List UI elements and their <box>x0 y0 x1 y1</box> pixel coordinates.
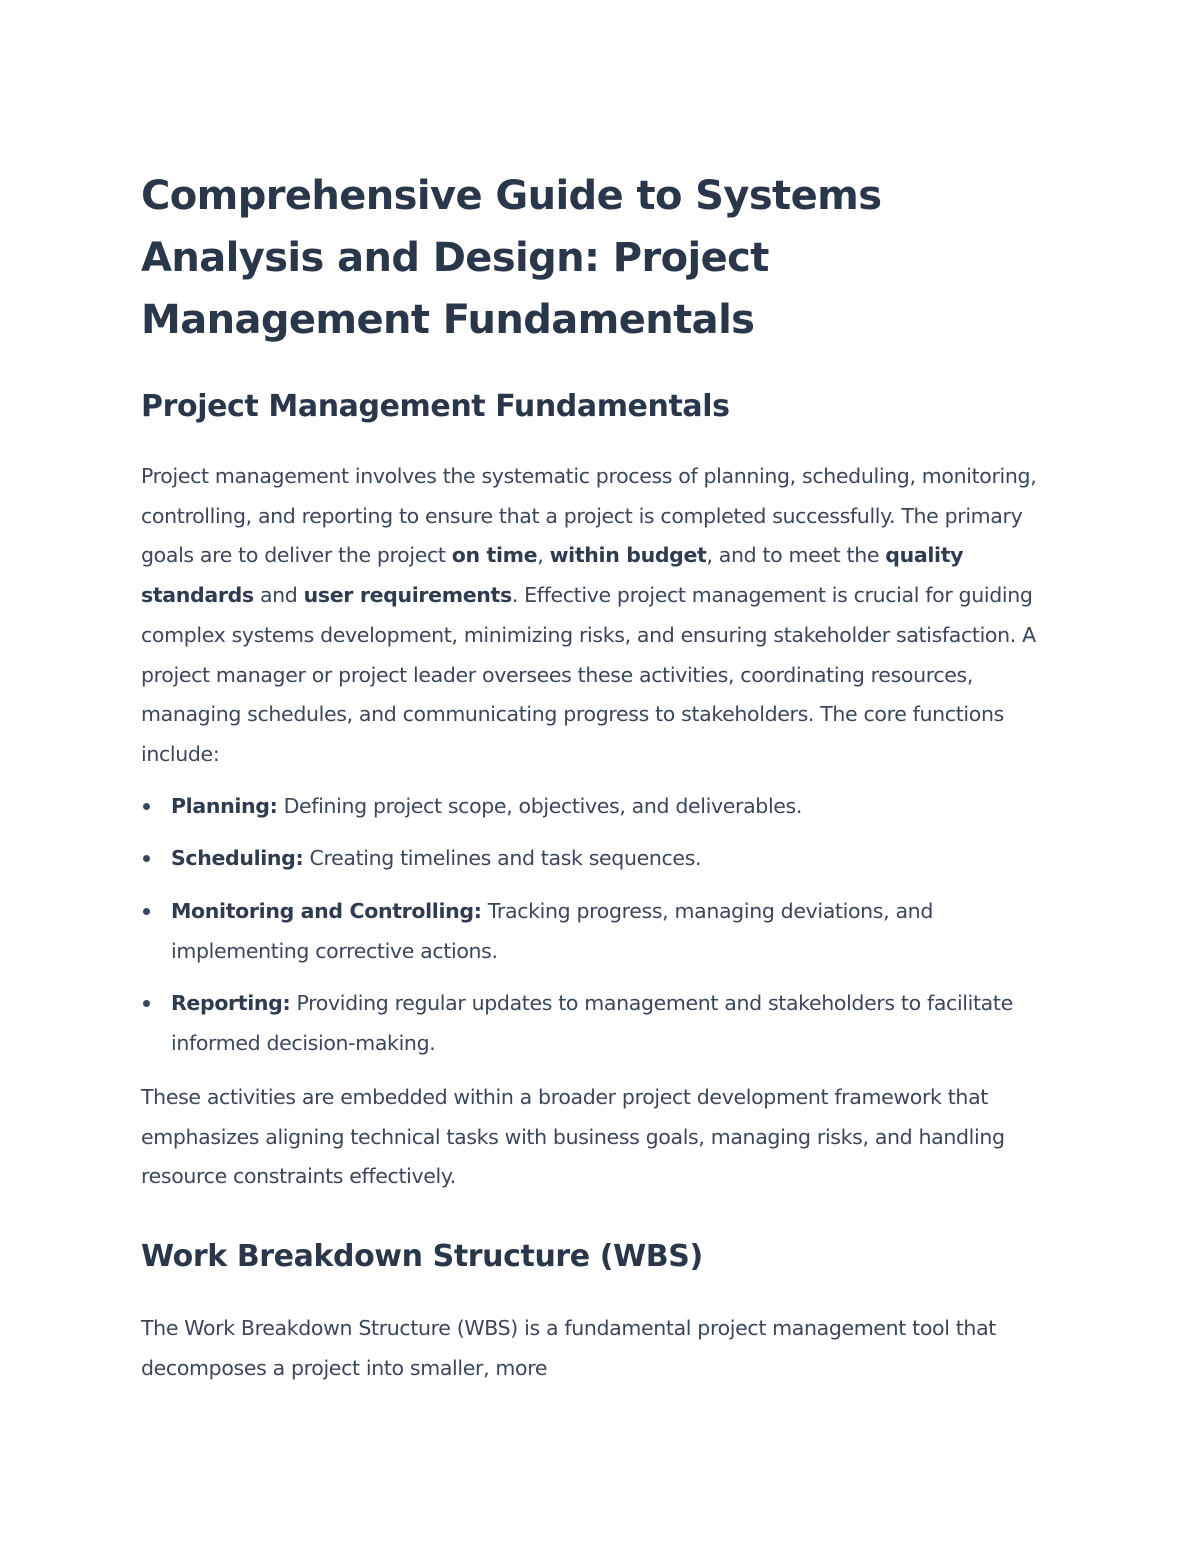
core-functions-list <box>141 787 1061 1064</box>
bullet-icon <box>143 908 150 915</box>
list-item-scheduling <box>141 839 1061 879</box>
project-management-closing-paragraph: These activities are embedded within a broader project development framework that emphasizes aligning technical tasks with business goals, managing risks, and handling resource constraints effectively. <box>141 1084 1005 1189</box>
emphasis-user-requirements: user requirements <box>303 583 512 608</box>
section-heading-project-management: Project Management Fundamentals <box>141 389 730 424</box>
list-item-term: Reporting: <box>171 991 291 1016</box>
intro-text-5: . Effective project management is crucial for guiding complex systems development, minimizing risks, and ensuring stakeholder satisfaction. A project manager or project leader oversees these activities, coordinating resources, managing schedules, and communicating progress to stakeholders. The core functions include: <box>141 583 1036 766</box>
emphasis-quality-standards: quality standards <box>141 543 964 608</box>
emphasis-on-time: on time <box>451 543 538 568</box>
intro-text-1: Project management involves the systematic process of planning, scheduling, monitoring, controlling, and reporting to ensure that a project is completed successfully. The primary goals are to deliver the project <box>141 464 1037 568</box>
intro-text-2: , <box>537 543 550 568</box>
list-item-description: Tracking progress, managing deviations, and implementing corrective actions. <box>171 899 933 963</box>
intro-text-3: , and to meet the <box>706 543 886 568</box>
list-item-description: Providing regular updates to management and stakeholders to facilitate informed decision-making. <box>171 991 1013 1056</box>
list-item-term: Scheduling: <box>171 846 304 871</box>
intro-text-4: and <box>253 583 304 608</box>
section-heading-wbs: Work Breakdown Structure (WBS) <box>141 1238 703 1274</box>
list-item-monitoring-controlling <box>141 892 1061 971</box>
document-title: Comprehensive Guide to Systems Analysis and Design: Project Management Fundamentals <box>141 173 882 343</box>
wbs-intro-paragraph: The Work Breakdown Structure (WBS) is a fundamental project management tool that decomposes a project into smaller, more <box>141 1315 996 1380</box>
list-item-term: Monitoring and Controlling: <box>171 899 482 924</box>
bullet-icon <box>143 855 150 862</box>
list-item-description: Creating timelines and task sequences. <box>303 846 702 871</box>
list-item-reporting <box>141 984 1061 1063</box>
list-item-planning <box>141 787 1061 827</box>
list-item-description: Defining project scope, objectives, and deliverables. <box>277 793 803 818</box>
bullet-icon <box>143 1000 150 1007</box>
bullet-icon <box>143 803 150 810</box>
list-item-term: Planning: <box>171 793 278 818</box>
project-management-intro-paragraph <box>141 457 1061 775</box>
emphasis-within-budget: within budget <box>549 543 707 568</box>
document-page <box>141 165 1061 1388</box>
